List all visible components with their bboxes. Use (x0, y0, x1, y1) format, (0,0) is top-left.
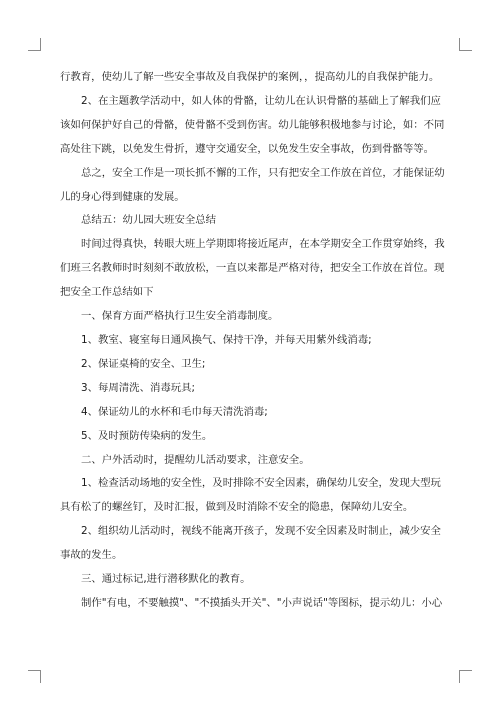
crop-mark-top-left (28, 38, 41, 51)
document-body (60, 66, 445, 616)
text-line: 5、及时预防传染病的发生。 (81, 429, 213, 442)
text-line: 儿的身心得到健康的发展。 (60, 190, 185, 203)
text-line: 4、保证幼儿的水杯和毛巾每天清洗消毒; (81, 405, 268, 418)
text-line: 二、户外活动时，提醒幼儿活动要求，注意安全。 (81, 453, 310, 466)
text-line: 2、在主题教学活动中，如人体的骨骼，让幼儿在认识骨骼的基础上了解我们应 (81, 94, 441, 107)
text-line: 事故的发生。 (60, 549, 123, 562)
text-line: 总之，安全工作是一项长抓不懈的工作，只有把安全工作放在首位，才能保证幼 (81, 166, 445, 179)
text-line: 1、检查活动场地的安全性，及时排除不安全因素，确保幼儿安全，发现大型玩 (81, 477, 441, 490)
text-line: 1、教室、寝室每日通风换气、保持干净，并每天用紫外线消毒; (81, 333, 372, 346)
text-line: 时间过得真快，转眼大班上学期即将接近尾声，在本学期安全工作贯穿始终，我 (81, 238, 445, 251)
text-line: 3、每周清洗、消毒玩具; (81, 381, 196, 394)
crop-mark-bottom-left (28, 670, 41, 683)
text-line: 2、组织幼儿活动时，视线不能离开孩子，发现不安全因素及时制止，减少安全 (81, 525, 441, 538)
text-line: 高处往下跳，以免发生骨折，遵守交通安全，以免发生安全事故，伤到骨骼等等。 (60, 142, 435, 155)
crop-mark-top-right (459, 38, 472, 51)
text-line: 2、保证桌椅的安全、卫生; (81, 357, 206, 370)
text-line: 具有松了的螺丝钉，及时汇报，做到及时消除不安全的隐患，保障幼儿安全。 (60, 501, 414, 514)
text-line: 一、保育方面严格执行卫生安全消毒制度。 (81, 310, 279, 323)
text-line: 该如何保护好自己的骨骼，使骨骼不受到伤害。幼儿能够积极地参与讨论，如：不同 (60, 118, 445, 131)
text-line: 们班三名教师时时刻刻不敢放松，一直以来都是严格对待，把安全工作放在首位。现 (60, 262, 445, 275)
crop-mark-bottom-right (459, 670, 472, 683)
text-line: 三、通过标记,进行潜移默化的教育。 (81, 573, 251, 586)
text-line: 把安全工作总结如下 (60, 286, 154, 299)
text-line: 制作"有电，不要触摸"、"不摸插头开关"、"小声说话"等图标，提示幼儿：小心 (81, 596, 443, 609)
text-line: 总结五：幼儿园大班安全总结 (81, 214, 217, 227)
text-line: 行教育，使幼儿了解一些安全事故及自我保护的案例，，提高幼儿的自我保护能力。 (60, 71, 440, 83)
